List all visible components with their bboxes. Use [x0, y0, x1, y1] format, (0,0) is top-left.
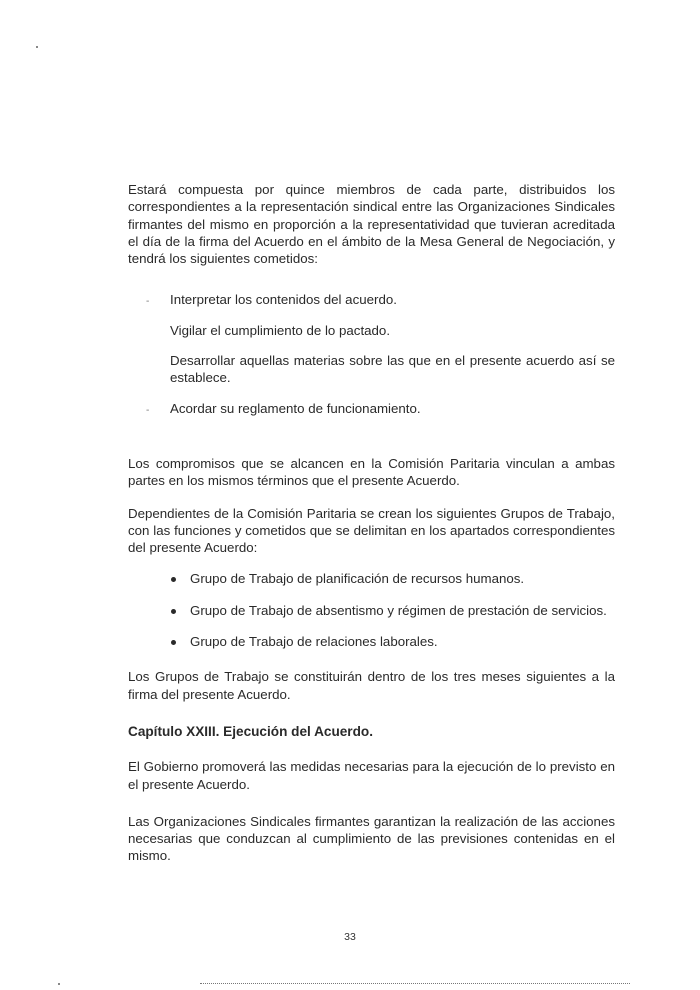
constitucion-paragraph: Los Grupos de Trabajo se constituirán dentro de los tres meses siguientes a la firma del presente Acuerdo. — [128, 669, 615, 702]
list-item — [128, 633, 615, 650]
list-item-text: Interpretar los contenidos del acuerdo. — [170, 292, 397, 308]
list-dash-mark: - — [146, 404, 150, 416]
list-item-text: Grupo de Trabajo de relaciones laborales. — [190, 634, 438, 650]
bullet-icon — [171, 577, 176, 582]
list-item — [128, 291, 615, 308]
list-item — [128, 400, 615, 417]
bullet-icon — [171, 640, 176, 645]
list-item-text: Desarrollar aquellas materias sobre las que en el presente acuerdo así se establece. — [170, 353, 615, 386]
chapter-heading: Capítulo XXIII. Ejecución del Acuerdo. — [128, 723, 373, 739]
list-item-text: Grupo de Trabajo de absentismo y régimen de prestación de servicios. — [190, 602, 607, 618]
scan-speck — [36, 46, 38, 48]
footer-divider — [200, 983, 630, 984]
list-item — [128, 570, 615, 587]
list-dash-mark: - — [146, 296, 150, 308]
bullet-icon — [171, 609, 176, 614]
page-number: 33 — [344, 931, 356, 943]
grupos-list — [128, 570, 615, 650]
page-content — [128, 181, 615, 865]
list-item-text: Grupo de Trabajo de planificación de recursos humanos. — [190, 571, 525, 587]
organizaciones-paragraph: Las Organizaciones Sindicales firmantes garantizan la realización de las acciones necesarias que conduzcan al cumplimiento de las previsiones contenidas en el mismo. — [128, 813, 615, 864]
gobierno-paragraph: El Gobierno promoverá las medidas necesarias para la ejecución de lo previsto en el presente Acuerdo. — [128, 759, 615, 792]
dependientes-paragraph: Dependientes de la Comisión Paritaria se crean los siguientes Grupos de Trabajo, con las funciones y cometidos que se delimitan en los apartados correspondientes del presente Acuerdo: — [128, 505, 615, 556]
list-item-text: Vigilar el cumplimiento de lo pactado. — [170, 322, 391, 338]
list-item — [128, 352, 615, 387]
list-item — [128, 602, 615, 619]
list-item-text: Acordar su reglamento de funcionamiento. — [170, 400, 421, 416]
list-item — [128, 322, 615, 339]
intro-paragraph: Estará compuesta por quince miembros de cada parte, distribuidos los correspondientes a la representación sindical entre las Organizaciones Sindicales firmantes del mismo en proporción a la representatividad que tuvieran acreditada el día de la firma del Acuerdo en el ámbito de la Mesa General de Negociación, y tendrá los siguientes cometidos: — [128, 182, 615, 267]
compromisos-paragraph: Los compromisos que se alcancen en la Comisión Paritaria vinculan a ambas partes en los mismos términos que el presente Acuerdo. — [128, 455, 615, 489]
scan-speck — [58, 983, 60, 985]
cometidos-list — [128, 291, 615, 416]
